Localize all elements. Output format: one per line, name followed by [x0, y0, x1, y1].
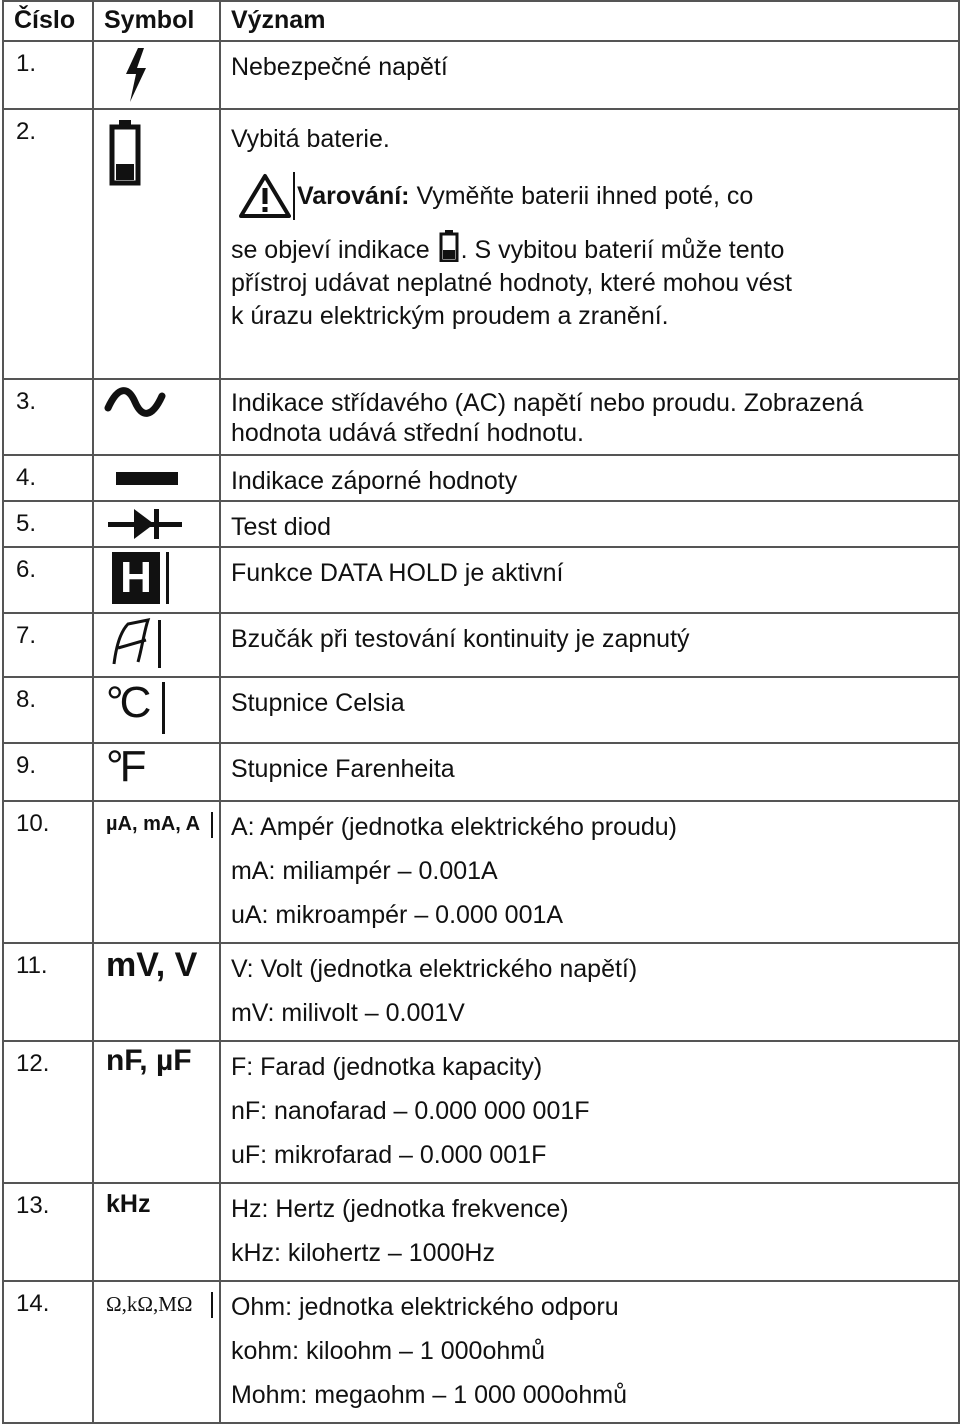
celsius-icon: °C — [105, 678, 148, 727]
frequency-units-symbol: kHz — [105, 1190, 151, 1218]
symbol-cell — [93, 1041, 220, 1183]
symbol-cell — [93, 1183, 220, 1281]
meaning-line: Indikace střídavého (AC) napětí nebo proudu. Zobrazená — [230, 389, 864, 417]
symbol-cell — [93, 501, 220, 547]
meaning-line: Stupnice Celsia — [230, 689, 405, 717]
hold-h-icon: H — [112, 552, 160, 604]
meaning-line: nF: nanofarad – 0.000 000 001F — [230, 1097, 590, 1125]
symbol-cell — [93, 1281, 220, 1423]
row-number: 4. — [3, 455, 93, 501]
meaning-cell — [220, 1041, 959, 1183]
symbol-table — [2, 0, 960, 1424]
symbol-cell — [93, 379, 220, 455]
minus-bar-icon — [116, 471, 180, 487]
meaning-paragraph — [231, 230, 958, 333]
warning-text: Vyměňte baterii ihned poté, co — [416, 182, 754, 210]
meaning-cell — [220, 547, 959, 613]
meaning-line: Mohm: megaohm – 1 000 000ohmů — [230, 1381, 628, 1409]
table-row — [3, 547, 959, 613]
meaning-line: Indikace záporné hodnoty — [230, 467, 518, 495]
meaning-line: A: Ampér (jednotka elektrického proudu) — [230, 813, 678, 841]
meaning-line: Vybitá baterie. — [230, 125, 390, 153]
meaning-text: přístroj udávat neplatné hodnoty, které mohou vést — [230, 269, 792, 297]
ac-wave-icon — [104, 386, 166, 418]
row-number: 11. — [3, 943, 93, 1041]
table-row — [3, 109, 959, 379]
table-row — [3, 1041, 959, 1183]
meaning-line: mA: miliampér – 0.001A — [230, 857, 498, 885]
symbol-cell — [93, 109, 220, 379]
symbol-cell — [93, 41, 220, 109]
voltage-units-symbol: mV, V — [105, 946, 198, 984]
table-row — [3, 677, 959, 743]
meaning-line: mV: milivolt – 0.001V — [230, 999, 465, 1027]
current-units-symbol: µA, mA, A — [105, 813, 201, 835]
meaning-line: V: Volt (jednotka elektrického napětí) — [230, 955, 638, 983]
row-number: 8. — [3, 677, 93, 743]
row-number: 5. — [3, 501, 93, 547]
table-row — [3, 501, 959, 547]
meaning-cell — [220, 613, 959, 677]
meaning-line: Test diod — [230, 513, 331, 541]
symbol-cell — [93, 943, 220, 1041]
meaning-cell — [220, 41, 959, 109]
meaning-cell — [220, 1183, 959, 1281]
buzzer-icon — [108, 618, 164, 670]
row-number: 13. — [3, 1183, 93, 1281]
symbol-cell — [93, 547, 220, 613]
meaning-line: Ohm: jednotka elektrického odporu — [230, 1293, 619, 1321]
row-number: 10. — [3, 801, 93, 943]
table-row — [3, 943, 959, 1041]
diode-icon — [108, 507, 184, 541]
row-number: 2. — [3, 109, 93, 379]
meaning-line: uF: mikrofarad – 0.000 001F — [230, 1141, 547, 1169]
header-symbol: Symbol — [93, 1, 220, 41]
meaning-cell — [220, 801, 959, 943]
meaning-line: kohm: kiloohm – 1 000ohmů — [230, 1337, 545, 1365]
row-number: 9. — [3, 743, 93, 801]
low-battery-small-icon — [439, 230, 459, 262]
meaning-cell — [220, 943, 959, 1041]
meaning-line: hodnota udává střední hodnotu. — [230, 419, 585, 447]
warning-line — [231, 166, 958, 226]
table-row — [3, 1281, 959, 1423]
row-number: 7. — [3, 613, 93, 677]
symbol-cell — [93, 613, 220, 677]
symbol-cell — [93, 801, 220, 943]
lightning-icon — [116, 46, 156, 106]
meaning-cell — [220, 379, 959, 455]
meaning-line: kHz: kilohertz – 1000Hz — [230, 1239, 495, 1267]
meaning-cell — [220, 109, 959, 379]
capacitance-units-symbol: nF, µF — [105, 1044, 192, 1077]
meaning-line: Nebezpečné napětí — [230, 53, 448, 81]
meaning-line: Stupnice Farenheita — [230, 755, 455, 783]
table-row — [3, 379, 959, 455]
row-number: 3. — [3, 379, 93, 455]
meaning-cell — [220, 677, 959, 743]
meaning-cell — [220, 743, 959, 801]
meaning-cell — [220, 501, 959, 547]
meaning-line: Bzučák při testování kontinuity je zapnutý — [230, 625, 690, 653]
symbol-cell — [93, 455, 220, 501]
meaning-line: Hz: Hertz (jednotka frekvence) — [230, 1195, 569, 1223]
row-number: 1. — [3, 41, 93, 109]
meaning-text: se objeví indikace — [230, 236, 430, 264]
table-row — [3, 801, 959, 943]
meaning-text: . S vybitou baterií může tento — [460, 236, 785, 264]
table-row — [3, 41, 959, 109]
header-cislo: Číslo — [3, 1, 93, 41]
meaning-text: k úrazu elektrickým proudem a zranění. — [230, 302, 669, 330]
header-vyznam: Význam — [220, 1, 959, 41]
row-number: 14. — [3, 1281, 93, 1423]
meaning-line: F: Farad (jednotka kapacity) — [230, 1053, 543, 1081]
table-row — [3, 613, 959, 677]
symbol-cell — [93, 677, 220, 743]
resistance-units-symbol: Ω,kΩ,MΩ — [105, 1292, 193, 1316]
meaning-cell — [220, 1281, 959, 1423]
meaning-line: uA: mikroampér – 0.000 001A — [230, 901, 564, 929]
warning-label: Varování: — [296, 182, 410, 210]
table-row — [3, 743, 959, 801]
symbol-cell — [93, 743, 220, 801]
table-row — [3, 455, 959, 501]
meaning-line: Funkce DATA HOLD je aktivní — [230, 559, 564, 587]
row-number: 12. — [3, 1041, 93, 1183]
low-battery-icon — [109, 120, 143, 186]
meaning-cell — [220, 455, 959, 501]
row-number: 6. — [3, 547, 93, 613]
table-header-row — [3, 1, 959, 41]
table-row — [3, 1183, 959, 1281]
warning-triangle-icon — [239, 173, 291, 219]
fahrenheit-icon: °F — [105, 743, 143, 791]
